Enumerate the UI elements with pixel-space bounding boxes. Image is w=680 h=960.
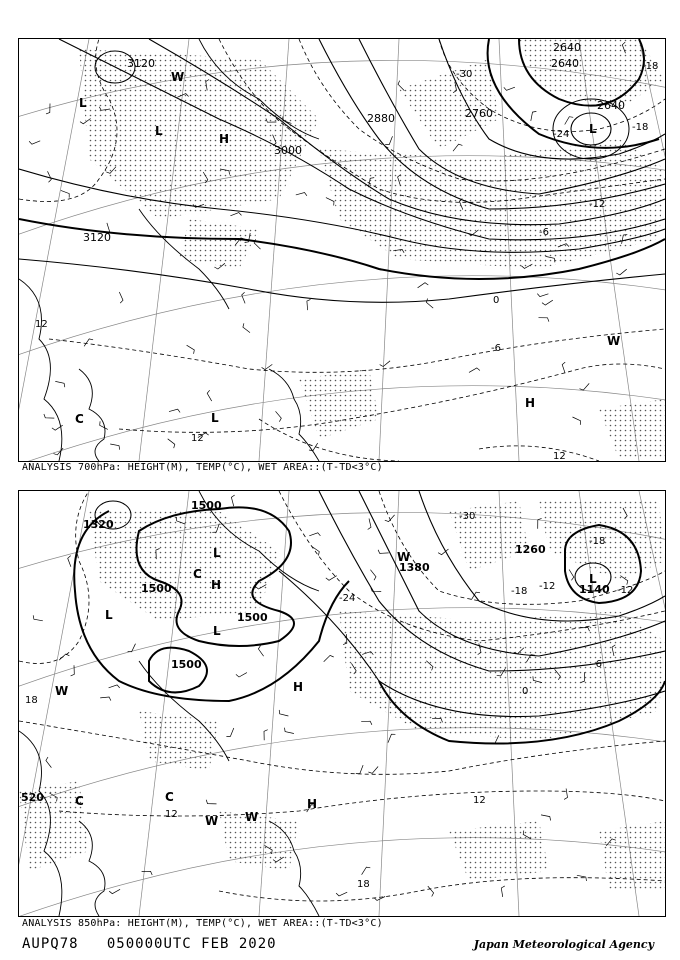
center-marker: L <box>79 96 87 110</box>
wind-barb <box>231 495 234 506</box>
height-label: 1260 <box>515 543 546 556</box>
wind-barb <box>276 411 282 421</box>
center-marker: C <box>75 794 84 808</box>
temperature-label: -18 <box>632 122 649 133</box>
wind-barb <box>119 292 123 303</box>
side-height-label: 520 <box>21 791 44 804</box>
wind-barb <box>573 417 581 425</box>
height-label: 2640 <box>551 57 579 70</box>
center-marker: L <box>589 122 597 136</box>
wind-barb <box>109 889 120 893</box>
center-marker: L <box>213 624 221 638</box>
wind-barb <box>324 655 334 661</box>
height-label: 2640 <box>597 99 625 112</box>
wind-barb <box>537 294 548 297</box>
temperature-label: -12 <box>617 585 634 596</box>
center-marker: W <box>607 334 621 348</box>
wind-barb <box>59 654 69 660</box>
wind-barb <box>71 665 75 676</box>
temperature-label: -18 <box>642 61 659 72</box>
wind-barb <box>368 767 378 774</box>
center-marker: L <box>105 608 113 622</box>
wind-barb <box>296 193 307 196</box>
wind-barb <box>226 728 233 736</box>
height-label: 3000 <box>274 144 302 157</box>
product-code: AUPQ78 <box>22 936 79 952</box>
caption-850hpa: ANALYSIS 850hPa: HEIGHT(M), TEMP(°C), WET AREA::(T-TD<3°C) <box>22 918 383 929</box>
wind-barb <box>501 886 505 897</box>
height-label: 1500 <box>191 499 222 512</box>
height-label: 1140 <box>579 583 610 596</box>
wind-barb <box>504 87 515 90</box>
wind-barb <box>285 728 294 734</box>
height-label: 2880 <box>367 112 395 125</box>
center-marker: C <box>193 567 202 581</box>
wind-barb <box>307 299 311 310</box>
wind-barb <box>370 570 376 581</box>
wind-barb <box>542 300 553 305</box>
center-marker: W <box>205 814 219 828</box>
temperature-label: -30 <box>456 69 473 80</box>
wind-barb <box>44 414 54 418</box>
wind-barb <box>569 570 574 581</box>
temperature-label: -18 <box>511 586 528 597</box>
height-label: 1500 <box>171 658 202 671</box>
wind-barb <box>46 757 52 768</box>
center-marker: W <box>55 684 69 698</box>
wind-barb <box>577 875 587 881</box>
wind-barb <box>453 144 462 151</box>
height-label: 1500 <box>237 611 268 624</box>
temperature-label: 12 <box>553 451 566 461</box>
wind-barb <box>61 190 69 197</box>
wind-barb <box>168 439 175 448</box>
caption-700hpa: ANALYSIS 700hPa: HEIGHT(M), TEMP(°C), WET AREA::(T-TD<3°C) <box>22 462 383 473</box>
height-label: 1500 <box>141 582 172 595</box>
height-label: 1380 <box>399 561 430 574</box>
chart-850hpa <box>18 490 666 917</box>
temperature-label: 0 <box>522 686 529 697</box>
height-label: 3120 <box>127 57 155 70</box>
height-label: 1320 <box>83 518 114 531</box>
chart-id-and-time <box>22 936 277 952</box>
temperature-label: 12 <box>35 319 48 330</box>
wind-barb <box>378 550 389 554</box>
wind-barb <box>326 576 337 581</box>
temperature-label: -12 <box>589 199 606 210</box>
wind-barb <box>243 323 250 332</box>
temperature-label: 18 <box>357 879 370 890</box>
wind-barb <box>356 765 363 774</box>
wind-barb <box>385 136 392 144</box>
temperature-label: -6 <box>592 659 602 670</box>
wind-barb <box>326 198 334 206</box>
wind-barb <box>380 361 390 367</box>
center-marker: W <box>397 550 411 564</box>
wind-barb <box>469 368 480 373</box>
temperature-label: -18 <box>589 536 606 547</box>
temperature-label: -6 <box>491 343 501 354</box>
map-850hpa <box>19 491 665 916</box>
height-label: 2760 <box>465 107 493 120</box>
temperature-label: -30 <box>459 511 476 522</box>
wind-barb <box>428 886 434 896</box>
wind-barb <box>361 721 372 725</box>
wind-barb <box>564 789 567 800</box>
wind-barb <box>206 800 216 804</box>
wind-barb <box>207 390 212 401</box>
temperature-label: -12 <box>539 581 556 592</box>
temperature-label: 12 <box>165 809 178 820</box>
wind-barb <box>236 673 247 677</box>
wind-barb <box>368 519 371 530</box>
wind-barb <box>531 111 537 121</box>
wind-barb <box>142 871 153 875</box>
center-marker: L <box>211 411 219 425</box>
temperature-label: 12 <box>191 433 204 444</box>
center-marker: W <box>245 810 259 824</box>
center-marker: W <box>171 70 185 84</box>
wind-barb <box>258 646 263 657</box>
wind-barb <box>68 556 71 567</box>
wind-barb <box>187 345 195 354</box>
center-marker: H <box>525 396 536 410</box>
wet-areas <box>19 501 665 891</box>
wind-barb <box>539 318 549 322</box>
wind-barb <box>388 734 395 742</box>
wind-barb <box>616 269 626 275</box>
center-marker: L <box>213 546 221 560</box>
temperature-label: 0 <box>493 295 500 306</box>
wind-barb <box>362 867 371 875</box>
center-marker: L <box>155 124 163 138</box>
wind-barb <box>336 892 347 896</box>
map-700hpa <box>19 39 665 461</box>
wind-barb <box>33 615 43 621</box>
agency-name: Japan Meteorological Agency <box>473 938 654 951</box>
wind-barb <box>418 283 429 288</box>
wind-barb <box>29 141 40 144</box>
wind-barb <box>562 362 565 373</box>
center-marker: H <box>219 132 230 146</box>
height-label: 2640 <box>553 41 581 54</box>
wind-barb <box>309 533 320 536</box>
wind-barb <box>264 730 268 741</box>
wind-barb <box>110 444 120 450</box>
wind-barb <box>541 815 551 821</box>
wind-barb <box>262 364 273 369</box>
center-marker: H <box>211 578 222 592</box>
wind-barb <box>279 710 288 716</box>
temperature-label: 12 <box>473 795 486 806</box>
chart-700hpa <box>18 38 666 462</box>
temperature-label: 18 <box>25 695 38 706</box>
wind-barb <box>169 409 180 412</box>
wind-barb <box>109 685 120 688</box>
center-marker: H <box>293 680 304 694</box>
wind-barb <box>242 292 245 303</box>
center-marker: H <box>307 797 318 811</box>
wind-barb <box>580 383 590 390</box>
wind-barb <box>55 381 65 387</box>
wind-barb <box>100 697 111 701</box>
center-marker: C <box>75 412 84 426</box>
temperature-label: -24 <box>553 129 570 140</box>
center-marker: C <box>165 790 174 804</box>
wind-barb <box>84 339 93 346</box>
wind-barb <box>230 213 241 216</box>
valid-time: 050000UTC FEB 2020 <box>106 936 277 952</box>
temperature-label: -24 <box>339 593 356 604</box>
height-label: 3120 <box>83 231 111 244</box>
temperature-label: -6 <box>539 227 549 238</box>
center-marker: L <box>589 572 597 586</box>
